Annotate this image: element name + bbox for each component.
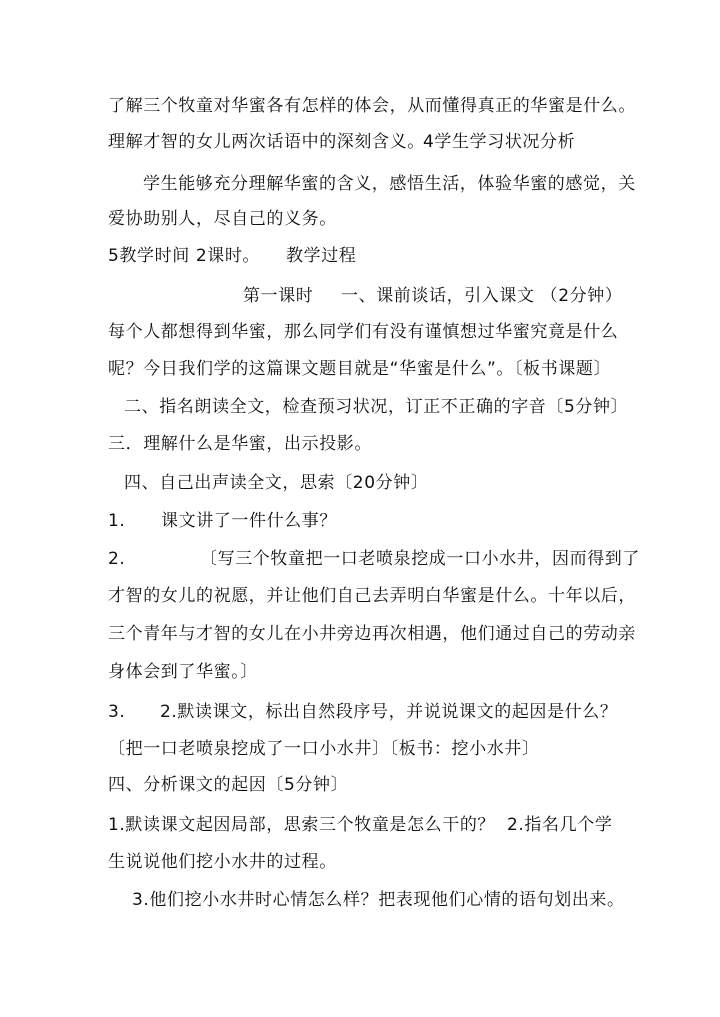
paragraph-text: 学生能够充分理解华蜜的含义，感悟生活，体验华蜜的感觉，关 [143, 174, 636, 194]
section-heading: 5教学时间 2课时。 [108, 246, 261, 266]
section-heading: 三．理解什么是华蜜，出示投影。 [108, 434, 372, 454]
list-number: 1. [108, 511, 126, 531]
section-heading: 一、课前谈话，引入课文 （2分钟） [341, 286, 623, 306]
section-heading: 四、自己出声读全文，思索〔20分钟〕 [124, 473, 429, 493]
lesson-title: 第一课时 [243, 286, 314, 306]
paragraph-text: 理解才智的女儿两次话语中的深刻含义。 [108, 132, 425, 152]
list-item-text: 〔写三个牧童把一口老喷泉挖成一口小水井，因而得到了 [200, 549, 640, 569]
list-item-text: 1.默读课文起因局部，思索三个牧童是怎么干的？ [108, 815, 496, 835]
section-heading: 二、指名朗读全文，检查预习状况，订正不正确的字音〔5分钟〕 [124, 397, 629, 417]
paragraph-text: 了解三个牧童对华蜜各有怎样的体会，从而懂得真正的华蜜是什么。 [108, 96, 636, 116]
list-item-text: 2.默读课文，标出自然段序号，并说说课文的起因是什么？ [160, 702, 618, 722]
paragraph-text: 每个人都想得到华蜜，那么同学们有没有谨慎想过华蜜究竟是什么 [108, 322, 619, 342]
list-item-text: 课文讲了一件什么事？ [161, 511, 337, 531]
list-number: 2. [108, 549, 126, 569]
paragraph-text: 爱协助别人，尽自己的义务。 [108, 209, 337, 229]
paragraph-text: 呢？今日我们学的这篇课文题目就是“华蜜是什么”。〔板书课题〕 [108, 359, 612, 379]
list-number: 3. [108, 702, 126, 722]
list-item-text: 2.指名几个学 [507, 815, 613, 835]
list-item-text: 3.他们挖小水井时心情怎么样？把表现他们心情的语句划出来。 [132, 890, 625, 910]
paragraph-text: 三个青年与才智的女儿在小井旁边再次相遇，他们通过自己的劳动亲 [108, 624, 636, 644]
paragraph-text: 生说说他们挖小水井的过程。 [108, 852, 337, 872]
paragraph-text: 〔把一口老喷泉挖成了一口小水井〕〔板书：挖小水井〕 [108, 739, 540, 759]
paragraph-text: 才智的女儿的祝愿，并让他们自己去弄明白华蜜是什么。十年以后， [108, 586, 636, 606]
section-heading: 四、分析课文的起因〔5分钟〕 [108, 775, 349, 795]
paragraph-text: 身体会到了华蜜。〕 [108, 662, 258, 682]
section-heading: 教学过程 [286, 246, 357, 266]
section-heading: 4学生学习状况分析 [423, 132, 576, 152]
